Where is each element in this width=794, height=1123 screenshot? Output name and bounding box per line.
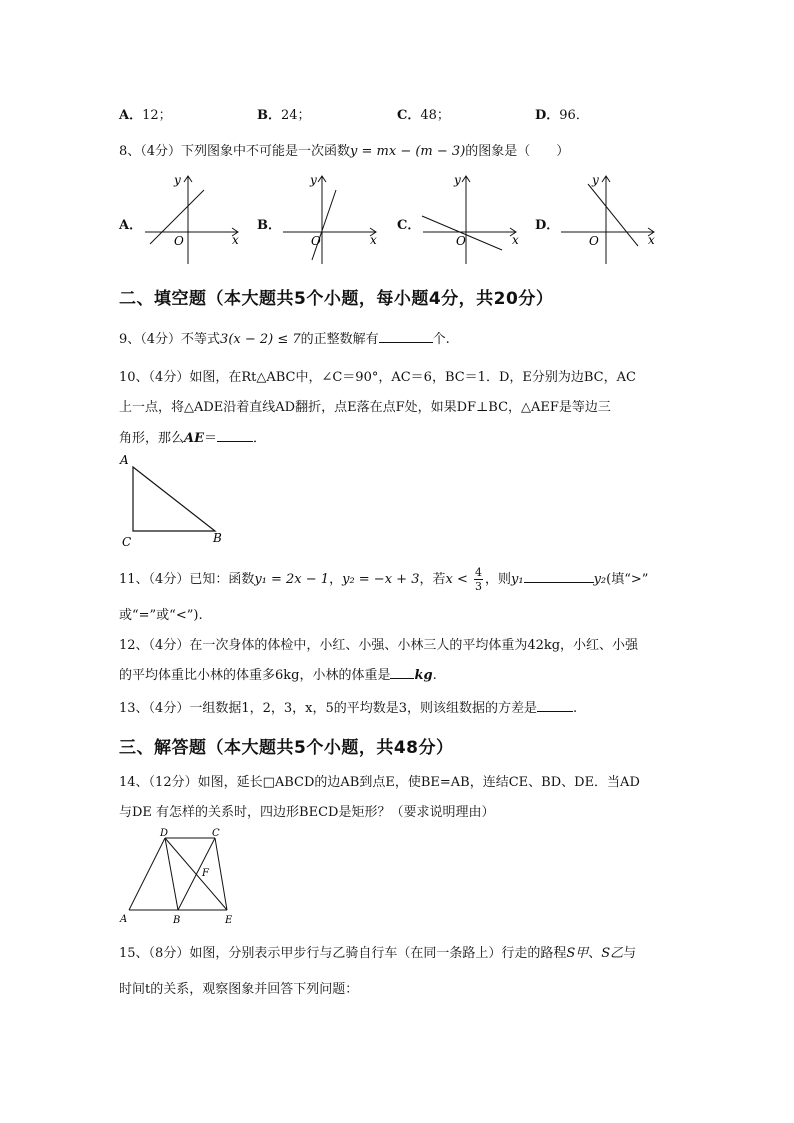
q8-option-c-label: C．: [397, 218, 421, 233]
svg-text:O: O: [174, 234, 184, 248]
q8-graph-d: [556, 172, 666, 267]
q11-answer-blank: [524, 570, 594, 583]
svg-text:y: y: [174, 173, 181, 187]
svg-text:O: O: [589, 234, 599, 248]
q7-option-d: D．96．: [535, 108, 589, 123]
svg-text:B: B: [173, 915, 181, 926]
q11-line-1: 11、（4分）已知：函数y₁ = 2x − 1，y₂ = −x + 3，若x < $\frac{4}{3}$ ，则y₁ y₂(填“>”: [119, 566, 649, 593]
q8-graph-a: [140, 172, 250, 267]
svg-text:C: C: [122, 535, 132, 549]
q13-answer-blank: [537, 699, 573, 712]
svg-text:A: A: [120, 914, 128, 925]
q14-line-2: 与DE 有怎样的关系时，四边形BECD是矩形？（要求说明理由）: [119, 805, 495, 820]
svg-text:x: x: [232, 233, 239, 247]
q13-question: 13、（4分）一组数据1，2，3，x，5的平均数是3，则该组数据的方差是 .: [119, 701, 578, 716]
q11-fraction: $\frac{4}{3}$: [474, 566, 482, 593]
q14-parallelogram-figure: [115, 826, 245, 926]
svg-text:y: y: [454, 173, 461, 187]
q8-question: 8、（4分）下列图象中不可能是一次函数y = mx − (m − 3)的图象是（ ）: [119, 144, 570, 159]
q10-line-3: 角形，那么AE＝ ．: [119, 431, 267, 446]
q10-answer-blank: [217, 429, 253, 442]
svg-text:E: E: [225, 915, 233, 926]
q15-line-2: 时间t的关系，观察图象并回答下列问题：: [119, 982, 359, 997]
q7-option-c: C．48；: [397, 108, 450, 123]
q15-line-1: 15、（8分）如图，分别表示甲步行与乙骑自行车（在同一条路上）行走的路程S甲、S乙与: [119, 946, 637, 961]
q12-answer-blank: [390, 666, 414, 679]
q10-line-1: 10、（4分）如图，在Rt△ABC中，∠C＝90°，AC＝6，BC＝1．D，E分别为边BC，AC: [119, 370, 636, 385]
svg-text:x: x: [512, 233, 519, 247]
q8-option-b-label: B．: [257, 218, 281, 233]
q9-answer-blank: [379, 330, 433, 343]
q10-triangle-figure: [112, 450, 232, 550]
section-2-title: 二、填空题（本大题共5个小题，每小题4分，共20分）: [119, 289, 554, 309]
q8-option-d-label: D．: [535, 218, 560, 233]
svg-text:x: x: [370, 233, 377, 247]
svg-text:D: D: [160, 828, 169, 839]
svg-text:C: C: [212, 828, 220, 839]
q8-option-a-label: A．: [119, 218, 143, 233]
svg-text:y: y: [310, 173, 317, 187]
q14-line-1: 14、（12分）如图，延长□ABCD的边AB到点E，使BE=AB，连结CE、BD、DE．当AD: [119, 775, 640, 790]
section-3-title: 三、解答题（本大题共5个小题，共48分）: [119, 738, 454, 758]
q9-question: 9、（4分）不等式3(x − 2) ≤ 7的正整数解有 个.: [119, 332, 450, 347]
q10-line-2: 上一点，将△ADE沿着直线AD翻折，点E落在点F处，如果DF⊥BC，△AEF是等边三: [119, 400, 611, 415]
q12-line-2: 的平均体重比小林的体重多6kg，小林的体重是 kg.: [119, 668, 437, 683]
q8-graph-b: [278, 172, 388, 267]
svg-text:B: B: [213, 531, 222, 545]
svg-text:x: x: [648, 233, 655, 247]
q7-option-a: A．12；: [119, 108, 172, 123]
svg-text:F: F: [202, 868, 209, 879]
svg-text:A: A: [120, 453, 129, 467]
q11-line-2: 或“=”或“<”).: [119, 608, 203, 623]
svg-text:O: O: [311, 234, 321, 248]
q8-graph-c: [418, 172, 528, 267]
q7-option-b: B．24；: [257, 108, 311, 123]
svg-text:y: y: [592, 173, 599, 187]
q12-line-1: 12、（4分）在一次身体的体检中，小红、小强、小林三人的平均体重为42kg，小红、小强: [119, 638, 639, 653]
svg-text:O: O: [456, 234, 466, 248]
